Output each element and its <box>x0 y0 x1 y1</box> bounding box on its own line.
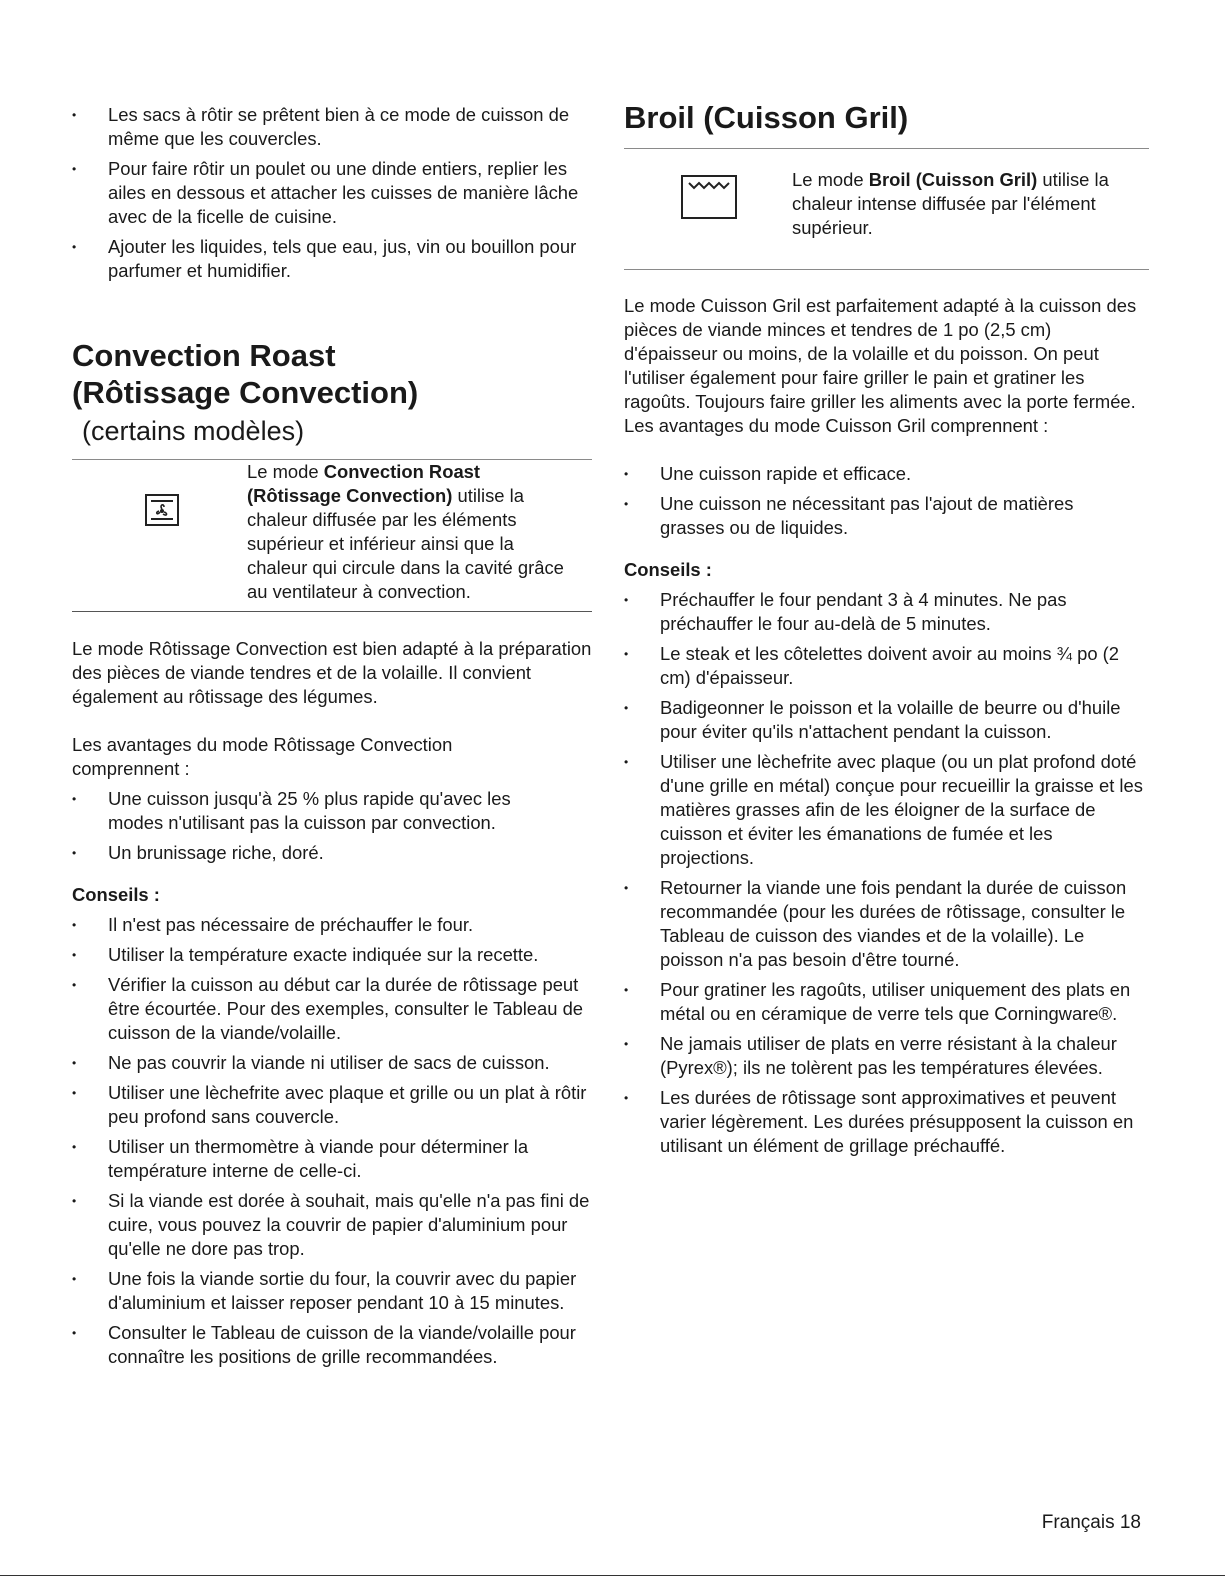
list-item: • Un brunissage riche, doré. <box>72 841 592 865</box>
list-item: • Vérifier la cuisson au début car la durée de rôtissage peut être écourtée. Pour des exemples, consulter le Tableau de cuisson de la viande/volaille. <box>72 973 592 1045</box>
left-column <box>72 103 592 289</box>
convection-paragraph-2: Les avantages du mode Rôtissage Convection comprennent : <box>72 734 453 779</box>
broil-mode-box <box>624 148 1149 270</box>
broil-mode-description: Le mode Broil (Cuisson Gril) utilise la chaleur intense diffusée par l'élément supérieur. <box>792 169 1109 238</box>
list-item: • Ajouter les liquides, tels que eau, jus, vin ou bouillon pour parfumer et humidifier. <box>72 235 592 283</box>
convection-fan-icon <box>145 494 179 532</box>
list-item: • Utiliser une lèchefrite avec plaque et grille ou un plat à rôtir peu profond sans couvercle. <box>72 1081 592 1129</box>
convection-body <box>72 637 592 1375</box>
list-item: • Consulter le Tableau de cuisson de la viande/volaille pour connaître les positions de grille recommandées. <box>72 1321 592 1369</box>
convection-title-line2: (Rôtissage Convection) <box>72 375 419 410</box>
list-item: • Une fois la viande sortie du four, la couvrir avec du papier d'aluminium et laisser reposer pendant 10 à 15 minutes. <box>72 1267 592 1315</box>
list-item: • Pour gratiner les ragoûts, utiliser uniquement des plats en métal ou en céramique de verre tels que Corningware®. <box>624 978 1149 1026</box>
top-bullet-list <box>72 103 592 283</box>
broil-conseils-list <box>624 588 1149 1158</box>
list-item: • Retourner la viande une fois pendant la durée de cuisson recommandée (pour les durées de rôtissage, consulter le Tableau de cuisson des viandes et de la volaille). Le poisson n'a pas besoin d'être tourné. <box>624 876 1149 972</box>
broil-element-icon <box>681 175 737 225</box>
convection-advantages-list <box>72 787 592 865</box>
list-item: • Le steak et les côtelettes doivent avoir au moins ¾ po (2 cm) d'épaisseur. <box>624 642 1149 690</box>
convection-title <box>72 337 592 411</box>
broil-conseils-heading: Conseils : <box>624 559 712 580</box>
list-item: • Si la viande est dorée à souhait, mais qu'elle n'a pas fini de cuire, vous pouvez la couvrir de papier d'aluminium pour qu'elle ne dore pas trop. <box>72 1189 592 1261</box>
page-footer: Français 18 <box>1041 1512 1141 1533</box>
list-item: • Les sacs à rôtir se prêtent bien à ce mode de cuisson de même que les couvercles. <box>72 103 592 151</box>
list-item: • Pour faire rôtir un poulet ou une dinde entiers, replier les ailes en dessous et attacher les cuisses de manière lâche avec de la ficelle de cuisine. <box>72 157 592 229</box>
list-item: • Utiliser un thermomètre à viande pour déterminer la température interne de celle-ci. <box>72 1135 592 1183</box>
convection-mode-name: Convection Roast (Rôtissage Convection) <box>247 461 481 506</box>
broil-advantages-list <box>624 462 1149 540</box>
broil-section <box>624 99 1149 136</box>
broil-body <box>624 294 1149 1164</box>
list-item: • Badigeonner le poisson et la volaille de beurre ou d'huile pour éviter qu'ils n'attachent pendant la cuisson. <box>624 696 1149 744</box>
list-item: • Une cuisson ne nécessitant pas l'ajout de matières grasses ou de liquides. <box>624 492 1130 540</box>
list-item: • Une cuisson jusqu'à 25 % plus rapide qu'avec les modes n'utilisant pas la cuisson par convection. <box>72 787 548 835</box>
list-item: • Il n'est pas nécessaire de préchauffer le four. <box>72 913 592 937</box>
broil-paragraph-1: Le mode Cuisson Gril est parfaitement adapté à la cuisson des pièces de viande minces et tendres de 1 po (2,5 cm) d'épaisseur ou moins, de la volaille et du poisson. On peut l'utiliser également pour faire griller le pain et gratiner les ragoûts. Toujours faire griller les aliments avec la porte fermée. Les avantages du mode Cuisson Gril comprennent : <box>624 295 1137 436</box>
broil-title: Broil (Cuisson Gril) <box>624 100 909 135</box>
list-item: • Utiliser une lèchefrite avec plaque (ou un plat profond doté d'une grille en métal) conçue pour recueillir la graisse et les matières grasses afin de les éloigner de la surface de cuisson et éviter les émanations de fumée et les projections. <box>624 750 1149 870</box>
bottom-divider <box>0 1575 1225 1576</box>
list-item: • Ne pas couvrir la viande ni utiliser de sacs de cuisson. <box>72 1051 592 1075</box>
list-item: • Utiliser la température exacte indiquée sur la recette. <box>72 943 592 967</box>
convection-section <box>72 337 592 447</box>
convection-mode-description: Le mode Convection Roast (Rôtissage Convection) utilise la chaleur diffusée par les éléments supérieur et inférieur ainsi que la chaleur qui circule dans la cavité grâce au ventilateur à convection. <box>247 461 564 602</box>
convection-mode-box <box>72 459 592 612</box>
list-item: • Les durées de rôtissage sont approximatives et peuvent varier légèrement. Les durées présupposent la cuisson en utilisant un élément de grillage préchauffé. <box>624 1086 1149 1158</box>
convection-conseils-heading: Conseils : <box>72 884 160 905</box>
convection-conseils-list <box>72 913 592 1369</box>
broil-mode-name: Broil (Cuisson Gril) <box>868 169 1038 190</box>
convection-title-line1: Convection Roast <box>72 338 336 373</box>
list-item: • Une cuisson rapide et efficace. <box>624 462 1149 486</box>
list-item: • Préchauffer le four pendant 3 à 4 minutes. Ne pas préchauffer le four au-delà de 5 minutes. <box>624 588 1149 636</box>
list-item: • Ne jamais utiliser de plats en verre résistant à la chaleur (Pyrex®); ils ne tolèrent pas les températures élevées. <box>624 1032 1149 1080</box>
convection-paragraph-1: Le mode Rôtissage Convection est bien adapté à la préparation des pièces de viande tendres et de la volaille. Il convient également au rôtissage des légumes. <box>72 638 592 707</box>
convection-subtitle: (certains modèles) <box>82 416 305 446</box>
